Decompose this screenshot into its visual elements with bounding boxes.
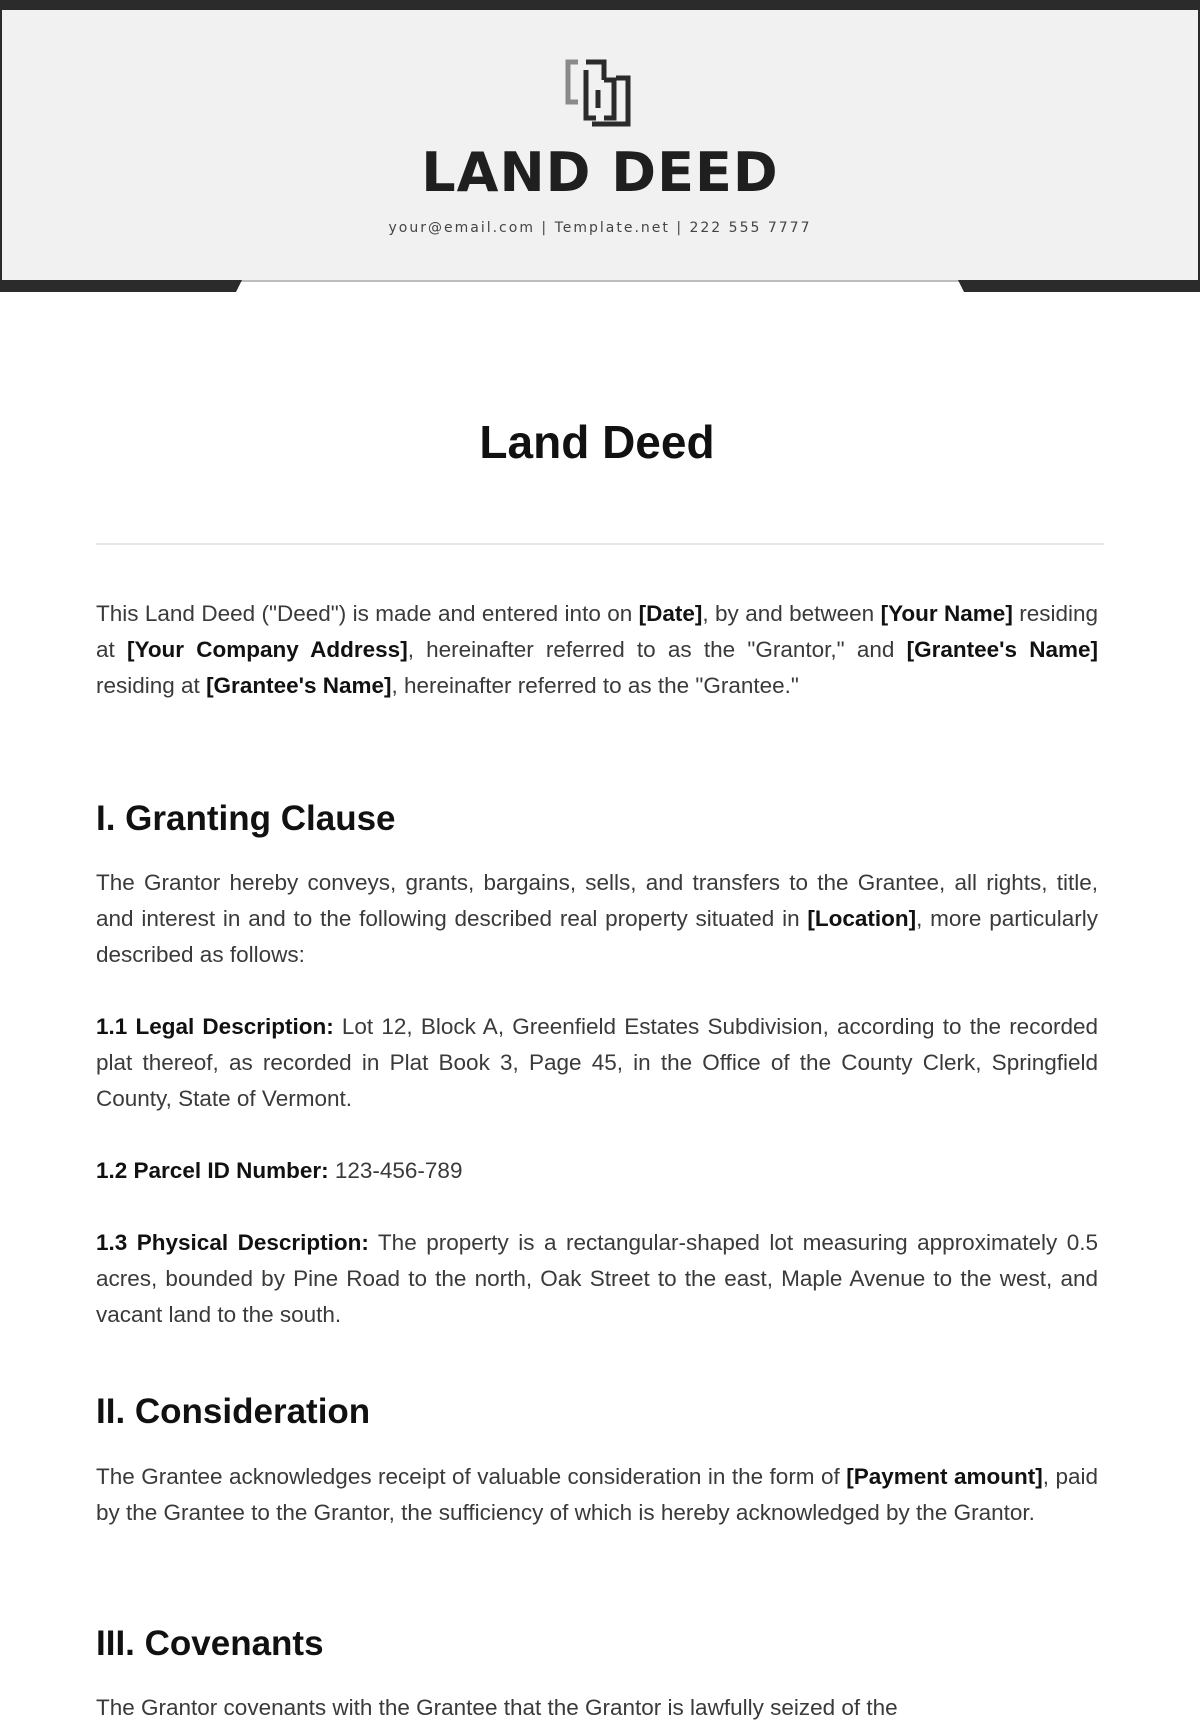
legal-description-item: 1.1 Legal Description: Lot 12, Block A, Greenfield Estates Subdivision, according to the recorded plat thereof, as recorded in Plat Book 3, Page 45, in the Office of the County Clerk, Springfield County, State of Vermont. [96, 1014, 1098, 1111]
bracket-square-logo-icon [562, 56, 638, 128]
date-placeholder: [Date] [638, 601, 703, 626]
covenants-paragraph-partial: The Grantor covenants with the Grantee that the Grantor is lawfully seized of the [96, 1695, 898, 1720]
granting-clause-paragraph: The Grantor hereby conveys, grants, bargains, sells, and transfers to the Grantee, all rights, title, and interest in and to the following described real property situated in [Location], more particularly described as follows: [96, 870, 1098, 967]
divider [96, 543, 1104, 545]
physical-description-item: 1.3 Physical Description: The property is a rectangular-shaped lot measuring approximately 0.5 acres, bounded by Pine Road to the north, Oak Street to the east, Maple Avenue to the west, and vacant land to the south. [96, 1230, 1098, 1327]
physical-description-label: 1.3 Physical Description: [96, 1230, 369, 1255]
company-address-placeholder: [Your Company Address] [126, 637, 408, 662]
page-title: Land Deed [479, 416, 715, 468]
contact-line: your@email.com | Template.net | 222 555 7777 [388, 220, 812, 236]
brand-title: LAND DEED [421, 141, 779, 204]
location-placeholder: [Location] [807, 906, 917, 931]
parcel-id-item: 1.2 Parcel ID Number: 123-456-789 [96, 1158, 463, 1183]
letterhead-bottom-edge [0, 280, 1200, 292]
parcel-id-label: 1.2 Parcel ID Number: [96, 1158, 329, 1183]
legal-description-label: 1.1 Legal Description: [96, 1014, 334, 1039]
consideration-paragraph: The Grantee acknowledges receipt of valuable consideration in the form of [Payment amount], paid by the Grantee to the Grantor, the sufficiency of which is hereby acknowledged by the Grantor. [96, 1464, 1098, 1525]
grantee-name-placeholder: [Grantee's Name] [906, 637, 1098, 662]
intro-paragraph: This Land Deed ("Deed") is made and entered into on [Date], by and between [Your Name] residing at [Your Company Address], hereinafter referred to as the "Grantor," and [Grantee's Name] residing at [Grantee's Name], hereinafter referred to as the "Grantee." [96, 601, 1098, 698]
grantee-address-placeholder: [Grantee's Name] [206, 673, 392, 698]
section-heading-consideration: II. Consideration [96, 1392, 371, 1431]
section-heading-granting-clause: I. Granting Clause [96, 799, 396, 838]
payment-amount-placeholder: [Payment amount] [846, 1464, 1043, 1489]
section-heading-covenants: III. Covenants [96, 1624, 324, 1663]
header-top-bar [0, 0, 1200, 10]
your-name-placeholder: [Your Name] [880, 601, 1013, 626]
